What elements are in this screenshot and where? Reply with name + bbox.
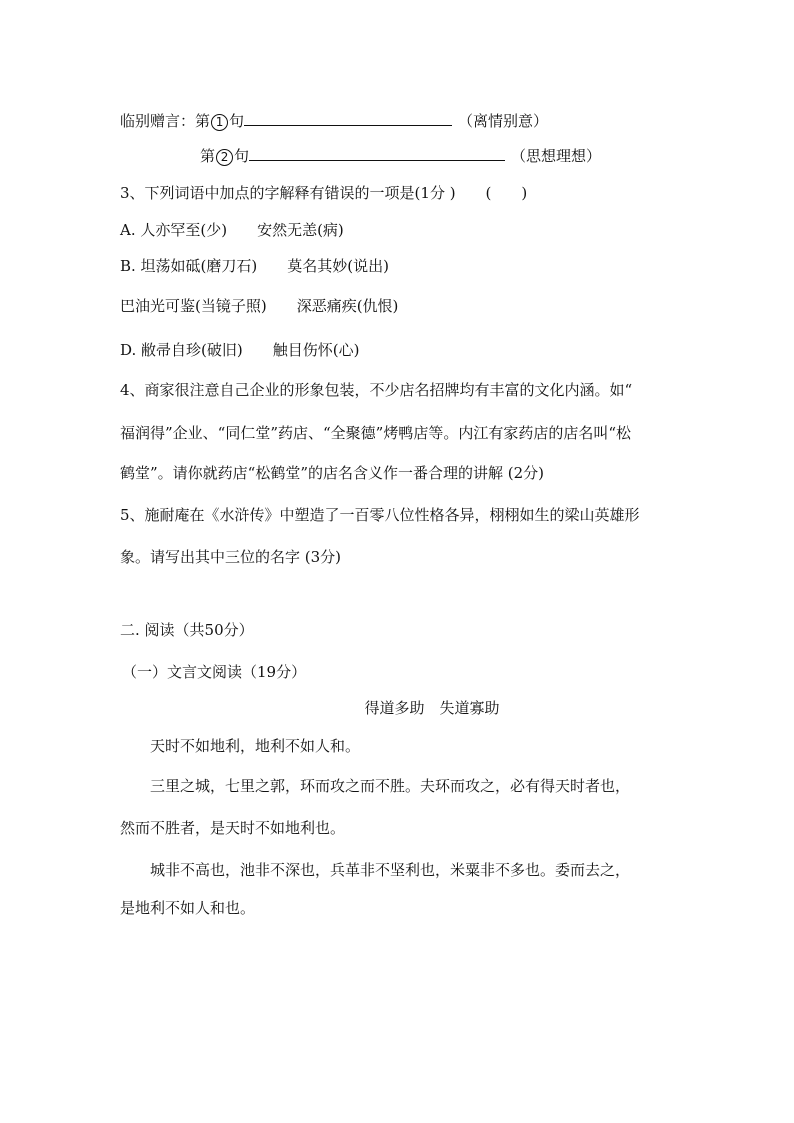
passage-title: 得道多助 失道寡助 [364,699,500,717]
q3-text: 3、下列词语中加点的字解释有错误的一项是(1分 ) ( ) [120,184,528,202]
subsection-heading: （一）文言文阅读（19分） [122,663,307,681]
circled-number-1: 1 [211,114,228,131]
q1-prefix: 第 [195,112,211,130]
passage-paragraph-2-line-2: 然而不胜者，是天时不如地利也。 [120,819,346,837]
q3-option-d: D. 敝帚自珍(破旧) 触目伤怀(心) [120,341,360,359]
q3-option-c: 巴油光可鉴(当镜子照) 深恶痛疾(仇恨) [120,297,399,315]
q2-prefix: 第 [200,147,216,165]
q3-option-b: B. 坦荡如砥(磨刀石) 莫名其妙(说出) [120,257,389,275]
passage-paragraph-3-line-1: 城非不高也，池非不深也，兵革非不坚利也，米粟非不多也。委而去之， [150,861,631,879]
passage-paragraph-2-line-1: 三里之城，七里之郭，环而攻之而不胜。夫环而攻之，必有得天时者也， [150,777,631,795]
answer-blank-1[interactable] [244,111,452,126]
answer-blank-2[interactable] [249,146,505,161]
q2-suffix: 句 [234,147,250,165]
passage-paragraph-1: 天时不如地利，地利不如人和。 [150,737,361,755]
q4-line-2: 福润得”企业、“同仁堂”药店、“全聚德”烤鸭店等。内江有家药店的店名叫“松 [120,424,632,442]
q1-note: （离情别意） [458,112,549,130]
passage-paragraph-3-line-2: 是地利不如人和也。 [120,899,256,917]
q4-line-1: 4、商家很注意自己企业的形象包装，不少店名招牌均有丰富的文化内涵。如“ [120,381,633,399]
farewell-line-2 [200,146,601,166]
q5-line-2: 象。请写出其中三位的名字 (3分) [120,548,342,566]
q5-line-1: 5、施耐庵在《水浒传》中塑造了一百零八位性格各异，栩栩如生的梁山英雄形 [120,506,640,524]
section-heading: 二. 阅读（共50分） [120,621,254,639]
q2-note: （思想理想） [511,147,602,165]
q3-option-a: A. 人亦罕至(少) 安然无恙(病) [120,221,344,239]
q4-line-3: 鹤堂”。请你就药店“松鹤堂”的店名含义作一番合理的讲解 (2分) [120,464,545,482]
q1-suffix: 句 [229,112,245,130]
farewell-line-1 [120,111,548,131]
farewell-label: 临别赠言： [120,112,196,130]
circled-number-2: 2 [216,149,233,166]
